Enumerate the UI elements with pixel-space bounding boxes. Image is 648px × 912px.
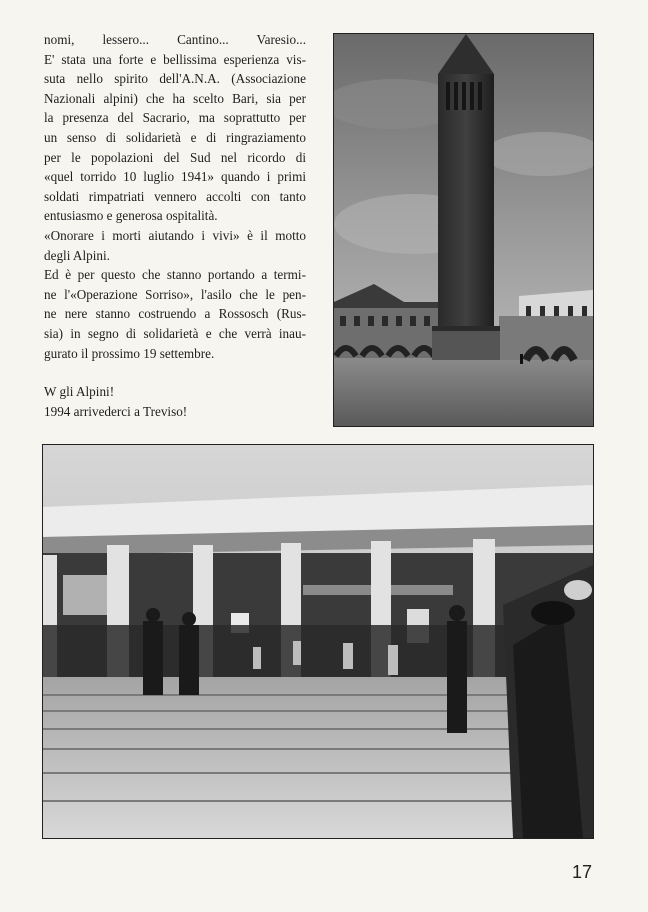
closing-line: 1994 arrivederci a Treviso! [44, 403, 188, 419]
article-text [44, 30, 306, 421]
text-line: suta nello spirito dell'A.N.A. (Associazione [44, 71, 306, 87]
text-line: un senso di solidarietà e di ringraziamento [44, 129, 306, 145]
text-line: «quel torrido 10 luglio 1941» quando i primi [44, 169, 306, 185]
text-line: nomi, lessero... Cantino... Varesio... [44, 32, 306, 47]
text-line: entusiasmo e generosa ospitalità. [44, 208, 218, 224]
text-line: soldati rimpatriati vennero accolti con tanto [44, 188, 306, 204]
closing-lines [44, 382, 306, 421]
tower-photo [333, 33, 594, 427]
text-line: ne nere stanno costruendo a Rossosch (Rus- [44, 306, 306, 322]
ceremony-photo-image [43, 445, 593, 838]
text-line: ne l'«Operazione Sorriso», l'asilo che le pen- [44, 286, 306, 302]
text-line: E' stata una forte e bellissima esperienza vis- [44, 51, 306, 67]
article-paragraph [44, 30, 306, 363]
paragraph-gap [44, 363, 306, 382]
text-line: sia) in segno di solidarietà e che verrà inau- [44, 325, 306, 341]
text-line: Ed è per questo che stanno portando a termi- [44, 267, 306, 283]
text-line: la presenza del Sacrario, ma soprattutto per [44, 110, 306, 126]
text-line: per le popolazioni del Sud nel ricordo di [44, 149, 306, 165]
page-number: 17 [571, 862, 592, 882]
ceremony-photo [42, 444, 594, 839]
text-line: degli Alpini. [44, 247, 110, 263]
text-line: Nazionali alpini) che ha scelto Bari, sia per [44, 90, 306, 106]
text-line: gurato il prossimo 19 settembre. [44, 345, 215, 361]
closing-line: W gli Alpini! [44, 384, 115, 400]
text-line: «Onorare i morti aiutando i vivi» è il motto [44, 227, 306, 243]
tower-photo-image [334, 34, 593, 426]
